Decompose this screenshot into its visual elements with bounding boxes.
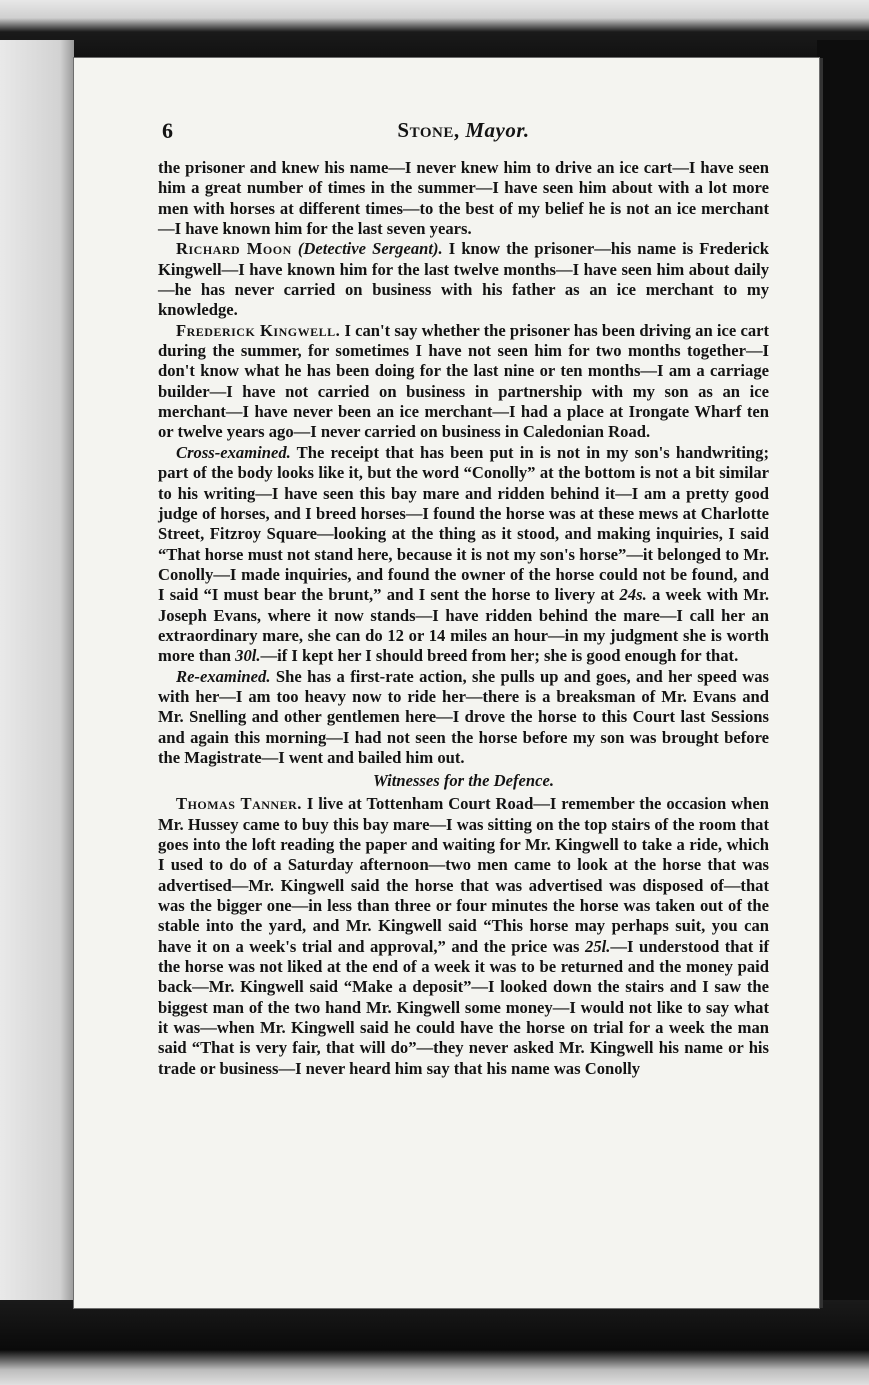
- paragraph-frederick-kingwell: [158, 321, 769, 443]
- speaker-role: (Detective Sergeant).: [297, 239, 443, 259]
- speaker-name: Richard Moon: [176, 239, 292, 259]
- paragraph-cross-examined: [158, 443, 769, 667]
- testimony-text: She has a first-rate action, she pulls up and goes, and her speed was with her—I am too heavy now to ride her—there is a breaksman of Mr. Evans and Mr. Snelling and other gentlemen here—I drove the horse to this Court last Sessions and again this morning—I had not seen the horse before my son was brought before the Magistrate—I went and bailed him out.: [158, 666, 769, 767]
- money-amount: 25l.: [585, 936, 611, 956]
- scan-backdrop-top: [0, 0, 869, 60]
- page-body: [158, 158, 769, 1079]
- examination-label: Cross-examined.: [176, 442, 291, 462]
- testimony-text: The receipt that has been put in is not in my son's handwriting; part of the body looks like it, but the word “Conolly” at the bottom is not a bit similar to his writing—I have seen this bay mare and ridden behind it—I am a pretty good judge of horses, and I breed horses—I found the horse was at these mews at Charlotte Street, Fitzroy Square—looking at the thing as it stood, and making inquiries, I said “That horse must not stand here, because it is not my son's horse”—it belonged to Mr. Conolly—I made inquiries, and found the owner of the horse could not be found, and I said “I must bear the brunt,” and I sent the horse to livery at: [158, 442, 769, 605]
- paragraph-richard-moon: [158, 239, 769, 320]
- scan-backdrop-left: [0, 40, 74, 1320]
- running-head-title: Mayor.: [465, 118, 530, 142]
- testimony-text: I can't say whether the prisoner has been driving an ice cart during the summer, for sometimes I have not seen him for two months together—I don't know what he has been doing for the last nine or ten months—I am a carriage builder—I have not carried on business in partnership with my son as an ice merchant—I have never been an ice merchant—I had a place at Irongate Wharf ten or twelve years ago—I never carried on business in Caledonian Road.: [158, 320, 770, 442]
- running-head-name: Stone,: [397, 118, 460, 142]
- testimony-text: —if I kept her I should breed from her; she is good enough for that.: [260, 646, 739, 666]
- paragraph-continuation: the prisoner and knew his name—I never knew him to drive an ice cart—I have seen him a great number of times in the summer—I have seen him about with a lot more men with horses at different times—to the best of my belief he is not an ice merchant—I have known him for the last seven years.: [158, 158, 769, 239]
- money-amount: 24s.: [619, 585, 647, 605]
- testimony-text: —I understood that if the horse was not liked at the end of a week it was to be returned and the money paid back—Mr. Kingwell said “Make a deposit”—I looked down the stairs and I saw the biggest man of the two hand Mr. Kingwell some money—I would not like to say what it was—when Mr. Kingwell said he could have the horse on trial for a week the man said “That is very fair, that will do”—they never asked Mr. Kingwell his name or his trade or business—I never heard him say that his name was Conolly: [158, 936, 769, 1078]
- testimony-text: I know the prisoner—his name is Frederick Kingwell—I have known him for the last twelve months—I have seen him about daily—he has never carried on business with his father as an ice merchant to my knowledge.: [158, 239, 769, 320]
- page-header: [158, 118, 769, 158]
- section-subheading: Witnesses for the Defence.: [373, 771, 554, 791]
- paragraph-re-examined: [158, 667, 769, 769]
- testimony-text: a week with Mr. Joseph Evans, where it now stands—I have ridden behind the mare—I call her an extraordinary mare, she can do 12 or 14 miles an hour—in my judgment she is worth more than: [158, 585, 769, 666]
- speaker-name: Frederick Kingwell.: [176, 320, 341, 340]
- paragraph-thomas-tanner: [158, 794, 769, 1079]
- page-number: 6: [162, 118, 173, 143]
- testimony-text: I live at Tottenham Court Road—I remember the occasion when Mr. Hussey came to buy this bay mare—I was sitting on the top stairs of the room that goes into the loft reading the paper and waiting for Mr. Kingwell to take a ride, which I used to do of a Saturday afternoon—two men came to look at the horse that was advertised—Mr. Kingwell said the horse that was advertised was disposed of—that was the bigger one—in less than three or four minutes the horse was taken out of the stable into the yard, and Mr. Kingwell said “This horse may perhaps suit, you can have it on a week's trial and approval,” and the price was: [158, 794, 769, 956]
- document-page: [74, 58, 819, 1308]
- scan-backdrop-right: [817, 40, 869, 1385]
- examination-label: Re-examined.: [176, 666, 271, 686]
- money-amount: 30l.: [235, 646, 261, 666]
- running-head: [158, 118, 769, 143]
- scan-backdrop-bottom: [0, 1300, 869, 1385]
- speaker-name: Thomas Tanner.: [176, 794, 302, 814]
